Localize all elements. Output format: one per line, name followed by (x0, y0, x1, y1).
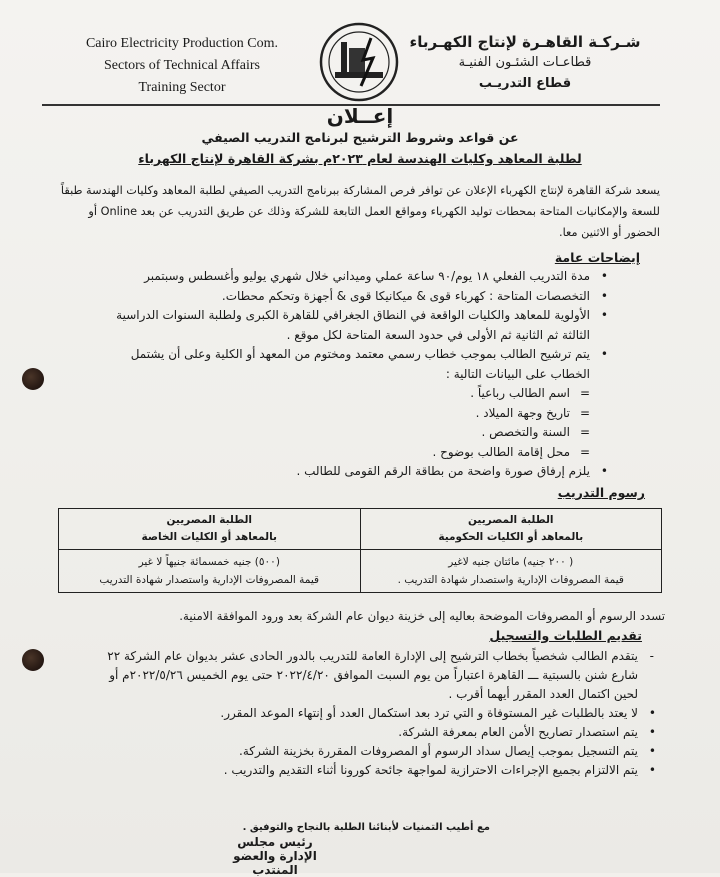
payment-note: تسدد الرسوم أو المصروفات الموضحة بعاليه إلى خزينة ديوان عام الشركة بعد ورود الموافقة الامنية. (179, 609, 665, 623)
subtitle-2: لطلبة المعاهد وكليات الهندسة لعام ٢٠٢٣م بشركة القاهرة لإنتاج الكهرباء (138, 151, 582, 166)
fees-value-line: قيمة المصروفات الإدارية واستصدار شهادة التدريب (99, 574, 320, 586)
signature-line: رئيس مجلس (237, 835, 313, 849)
list-item: • مدة التدريب الفعلي ١٨ يوم/٩٠ ساعة عملي وميداني خلال شهري يوليو وأغسطس وسبتمبر (90, 267, 610, 287)
header-training-en: Training Sector (138, 80, 226, 95)
general-list (90, 267, 610, 482)
general-heading: إيضاحات عامة (554, 250, 640, 265)
header-company-ar: شـركـة القاهـرة لإنتاج الكهـرباء (409, 33, 641, 51)
fees-header-private (59, 509, 361, 550)
fees-header-line: الطلبة المصريين (166, 514, 252, 526)
intro-paragraph: يسعد شركة القاهرة لإنتاج الكهرباء الإعلان عن توافر فرص المشاركة ببرنامج التدريب الصيفي لطلبة المعاهد وكليات الهندسة طبقاً للسعة والإمكانيات المتاحة بمحطات توليد الكهرباء ومواقع العمل التابعة للشركة وذلك عن طريق التدريب عن بعد Online أو الحضور أو الاثنين معا. (60, 184, 660, 239)
closing-note: مع أطيب التمنيات لأبنائنا الطلبة بالنجاح والتوفيق . (242, 822, 490, 833)
fees-value-private (59, 550, 361, 593)
fees-header-line: بالمعاهد أو الكليات الخاصة (141, 531, 277, 543)
header-company-en: Cairo Electricity Production Com. (85, 36, 279, 51)
fees-value-line: (٥٠٠) جنيه خمسمائة جنيهاً لا غير (138, 556, 280, 568)
list-item: • يتم التسجيل بموجب إيصال سداد الرسوم أو المصروفات المقررة بخزينة الشركة. (93, 742, 658, 761)
apply-heading: تقديم الطلبات والتسجيل (489, 628, 642, 643)
list-sub-item: = محل إقامة الطالب بوضوح . (90, 443, 610, 463)
signature-line: الإدارة والعضو المنتدب (233, 849, 317, 877)
list-item: • يلزم إرفاق صورة واضحة من بطاقة الرقم القومى للطالب . (90, 462, 610, 482)
header-training-ar: قطاع التدريـب (478, 76, 572, 91)
list-sub-item: = اسم الطالب رباعياً . (90, 384, 610, 404)
list-item: • يتم الالتزام بجميع الإجراءات الاحترازية لمواجهة جائحة كورونا أثناء التقديم والتدريب . (93, 761, 658, 780)
fees-header-line: الطلبة المصريين (467, 514, 554, 526)
subtitle-1: عن قواعد وشروط الترشيح لبرنامج التدريب الصيفي (201, 130, 519, 145)
list-sub-item: = تاريخ وجهة الميلاد . (90, 404, 610, 424)
header-english (62, 33, 302, 99)
list-item: • لا يعتد بالطلبات غير المستوفاة و التي ترد بعد استكمال العدد أو إنتهاء الموعد المقرر. (93, 704, 658, 723)
header-sector-en: Sectors of Technical Affairs (104, 58, 260, 73)
header-arabic (405, 32, 645, 94)
punch-hole (22, 368, 44, 390)
company-logo (315, 20, 403, 104)
header-sector-ar: قطاعـات الشئـون الفنيـة (458, 55, 592, 70)
list-item: • يتم ترشيح الطالب بموجب خطاب رسمي معتمد ومختوم من المعهد أو الكلية وعلى أن يشتمل الخطاب على البيانات التالية : (90, 345, 610, 384)
fees-table (58, 508, 662, 593)
list-item: - يتقدم الطالب شخصياً بخطاب الترشيح إلى الإدارة العامة للتدريب بالدور الحادى عشر بديوان عام الشركة ٢٢ شارع شنن بالسبتية ـــ القاهرة اعتباراً من يوم السبت الموافق ٢٠٢٢/٤/٢٠ حتى يوم الخميس ٢٠٢٢/٥/٢٦م أو لحين اكتمال العدد المقرر أيهما أقرب . (93, 647, 658, 704)
list-sub-item: = السنة والتخصص . (90, 423, 610, 443)
fees-value-line: قيمة المصروفات الإدارية واستصدار شهادة التدريب . (397, 574, 624, 586)
apply-list (93, 647, 658, 780)
fees-value-government (360, 550, 662, 593)
list-item: • يتم استصدار تصاريح الأمن العام بمعرفة الشركة. (93, 723, 658, 742)
list-item: • الأولوية للمعاهد والكليات الواقعة في النطاق الجغرافي للقاهرة الكبرى ولطلبة السنوات الدراسية الثالثة ثم الثانية ثم الأولى في حدود السعة المتاحة لكل موقع . (90, 306, 610, 345)
punch-hole (22, 649, 44, 671)
fees-header-government (360, 509, 662, 550)
page-title: إعــلان (326, 104, 394, 128)
fees-value-line: ( ٢٠٠ جنيه) مائتان جنيه لاغير (448, 556, 574, 568)
fees-heading: رسوم التدريب (557, 485, 645, 500)
list-item: • التخصصات المتاحة : كهرباء قوى & ميكانيكا قوى & أجهزة وتحكم محطات. (90, 287, 610, 307)
signature-block (210, 835, 340, 877)
fees-header-line: بالمعاهد أو الكليات الحكومية (438, 531, 584, 543)
